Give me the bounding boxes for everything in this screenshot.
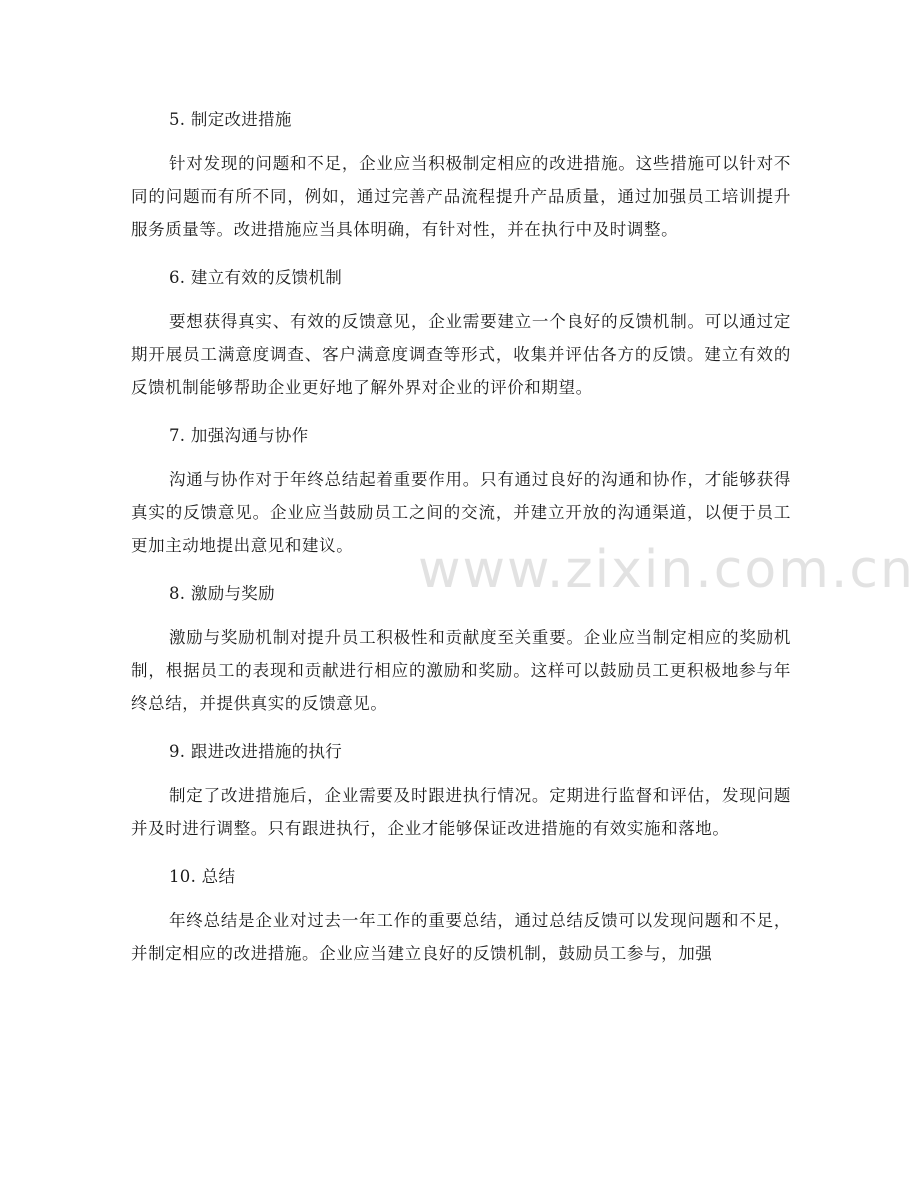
section-7	[131, 419, 791, 562]
section-paragraph: 年终总结是企业对过去一年工作的重要总结，通过总结反馈可以发现问题和不足，并制定相应的改进措施。企业应当建立良好的反馈机制，鼓励员工参与，加强	[131, 911, 791, 963]
section-paragraph: 沟通与协作对于年终总结起着重要作用。只有通过良好的沟通和协作，才能够获得真实的反馈意见。企业应当鼓励员工之间的交流，并建立开放的沟通渠道，以便于员工更加主动地提出意见和建议。	[131, 470, 791, 555]
section-6	[131, 261, 791, 404]
section-paragraph: 制定了改进措施后，企业需要及时跟进执行情况。定期进行监督和评估，发现问题并及时进行调整。只有跟进执行，企业才能够保证改进措施的有效实施和落地。	[131, 786, 791, 838]
section-8	[131, 577, 791, 720]
section-heading: 9. 跟进改进措施的执行	[169, 742, 343, 761]
section-heading: 8. 激励与奖励	[169, 584, 275, 603]
section-paragraph: 要想获得真实、有效的反馈意见，企业需要建立一个良好的反馈机制。可以通过定期开展员工满意度调查、客户满意度调查等形式，收集并评估各方的反馈。建立有效的反馈机制能够帮助企业更好地了解外界对企业的评价和期望。	[131, 312, 791, 397]
section-9	[131, 735, 791, 845]
section-5	[131, 103, 791, 246]
document-body	[131, 103, 791, 970]
section-10	[131, 860, 791, 970]
section-paragraph: 针对发现的问题和不足，企业应当积极制定相应的改进措施。这些措施可以针对不同的问题而有所不同，例如，通过完善产品流程提升产品质量，通过加强员工培训提升服务质量等。改进措施应当具体明确，有针对性，并在执行中及时调整。	[131, 154, 791, 239]
section-heading: 5. 制定改进措施	[169, 110, 292, 129]
section-paragraph: 激励与奖励机制对提升员工积极性和贡献度至关重要。企业应当制定相应的奖励机制，根据员工的表现和贡献进行相应的激励和奖励。这样可以鼓励员工更积极地参与年终总结，并提供真实的反馈意见。	[131, 628, 791, 713]
section-heading: 10. 总结	[169, 867, 236, 886]
section-heading: 7. 加强沟通与协作	[169, 426, 309, 445]
section-heading: 6. 建立有效的反馈机制	[169, 268, 343, 287]
watermark-text: www.zixin.com.cn	[418, 540, 915, 600]
